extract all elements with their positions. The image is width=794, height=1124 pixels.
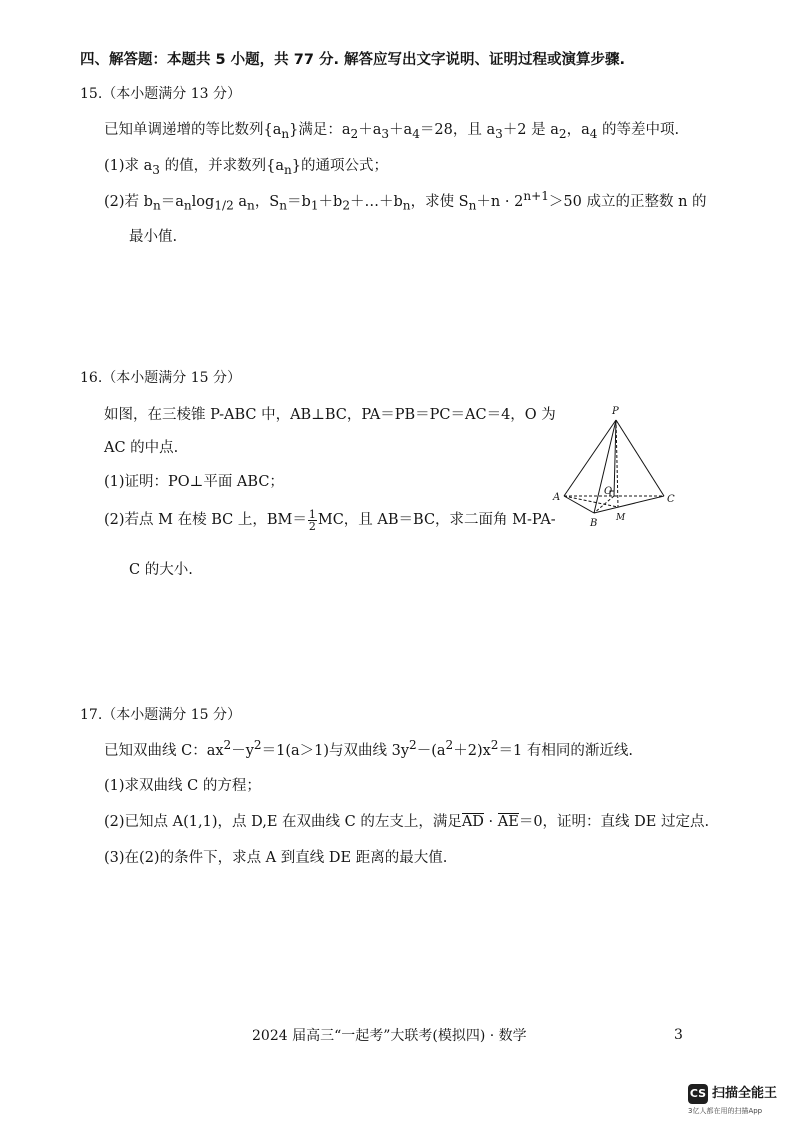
- q16-stem-line2: AC 的中点.: [104, 440, 179, 456]
- scanner-name: 扫描全能王: [712, 1086, 778, 1101]
- q17-stem: 已知双曲线 C：$ax^2-y^2=1(a>1)$与双曲线 $3y^2-(a^2+2)x^2=1$ 有相同的渐近线.: [104, 738, 633, 759]
- q15-part2-cont: 最小值.: [129, 229, 178, 245]
- page-number: 3: [674, 1027, 683, 1043]
- q15-part1: (1)求 $a_3$ 的值，并求数列$\{a_n\}$的通项公式；: [104, 158, 388, 177]
- scanner-watermark: [688, 1084, 786, 1118]
- edge-PB: [594, 420, 616, 513]
- q15-part2: (2)若 $b_n=a_n\log_{1/2}$ $a_n$，$S_n=b_1+b_2+\dots+b_n$，求使 $S_n+n \cdot 2^{n+1}>50$ 成立的正整数 n 的: [104, 189, 707, 213]
- vector-AD: AD: [461, 814, 484, 830]
- edge-PM: [616, 420, 618, 507]
- label-P: P: [612, 406, 619, 417]
- label-B: B: [590, 518, 598, 529]
- scanner-tagline: 3亿人都在用的扫描App: [688, 1107, 763, 1115]
- section-header: 四、解答题：本题共 5 小题，共 77 分. 解答应写出文字说明、证明过程或演算步骤.: [80, 52, 626, 68]
- q17-part1: (1)求双曲线 C 的方程；: [104, 778, 261, 794]
- label-O: O: [604, 486, 613, 497]
- footer-title: 2024 届高三“一起考”大联考(模拟四) · 数学: [252, 1028, 527, 1044]
- label-M: M: [616, 513, 626, 523]
- edge-PC: [616, 420, 664, 496]
- q16-part2: (2)若点 M 在棱 BC 上，BM＝ $\frac{1}{2}$ MC，且 AB＝BC，求二面角 M-PA-: [104, 507, 556, 533]
- label-C: C: [667, 494, 675, 505]
- q16-title: 16.（本小题满分 15 分）: [80, 370, 241, 386]
- q17-part3: (3)在(2)的条件下，求点 A 到直线 DE 距离的最大值.: [104, 850, 448, 866]
- q16-part1: (1)证明：PO⊥平面 ABC；: [104, 474, 284, 490]
- pyramid-figure: [550, 402, 680, 530]
- q17-part2: (2)已知点 A(1,1)，点 D,E 在双曲线 C 的左支上，满足AD · AE＝0，证明：直线 DE 过定点.: [104, 814, 710, 830]
- camscanner-logo-icon: CS: [688, 1084, 708, 1104]
- edge-PO: [614, 420, 616, 496]
- label-A: A: [553, 492, 561, 503]
- edge-PA: [564, 420, 616, 496]
- q16-part2-cont: C 的大小.: [129, 562, 193, 578]
- edge-AM: [564, 496, 618, 507]
- q15-stem: 已知单调递增的等比数列$\{a_n\}$满足：$a_2+a_3+a_4=28$，且 $a_3+2$ 是 $a_2$，$a_4$ 的等差中项.: [104, 122, 680, 141]
- q17-title: 17.（本小题满分 15 分）: [80, 707, 241, 723]
- q15-title: 15.（本小题满分 13 分）: [80, 86, 241, 102]
- q16-stem-line1: 如图，在三棱锥 P-ABC 中，AB⊥BC，PA＝PB＝PC＝AC＝4，O 为: [104, 407, 556, 423]
- fraction-one-half: $\frac{1}{2}$: [308, 507, 316, 533]
- vector-AE: AE: [497, 814, 519, 830]
